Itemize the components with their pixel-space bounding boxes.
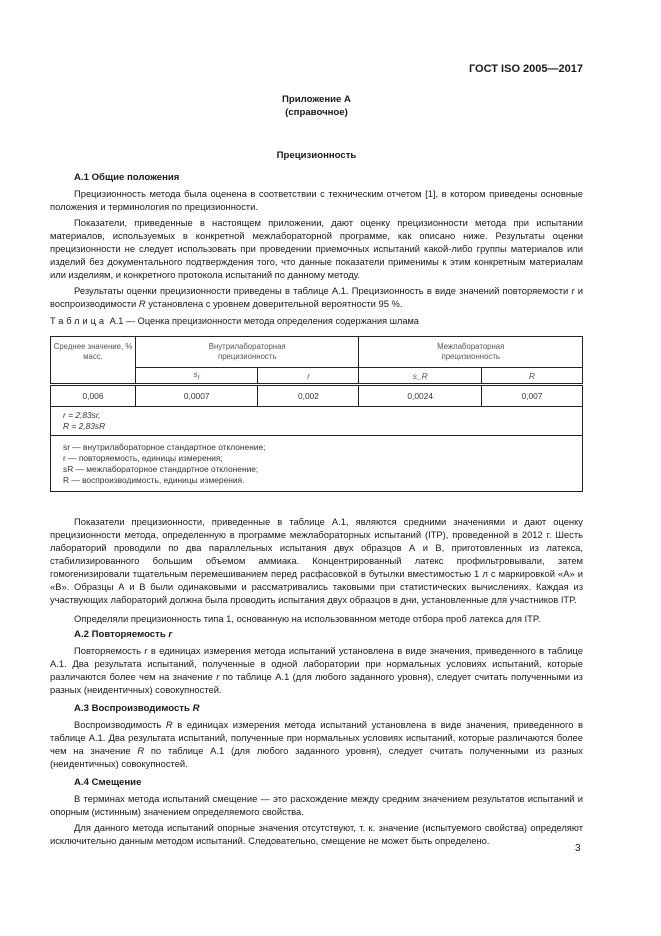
standard-designation: ГОСТ ISO 2005—2017 — [468, 63, 583, 75]
a1-heading: А.1 Общие положения — [74, 172, 180, 183]
a4-paragraph-1: В терминах метода испытаний смещение — это расхождение между средним значением результатов испытаний и опорным (истинным) значением определяемого свойства. — [50, 793, 583, 817]
label: Межлабораторная прецизионность — [437, 342, 505, 361]
text: по таблице А.1 (для любого заданного уровня), следует считать полученными из разных (неидентичных) совокупностей. — [50, 671, 583, 695]
symbol: R — [138, 298, 146, 309]
formula-row — [51, 407, 583, 436]
a3-heading — [74, 702, 583, 715]
sub-header-sR: s_R — [359, 368, 481, 385]
appendix-title-block — [50, 93, 583, 119]
caption-prefix: Таблица — [50, 316, 108, 326]
group-within-header — [136, 337, 359, 368]
text: А.3 Воспроизводимость — [74, 703, 193, 714]
a2-heading — [74, 628, 583, 641]
text: в единицах измерения метода испытаний установлена в виде значения, приведенного в таблице А.1. Два результата испытаний, полученные при нормальных условиях испытаний, которые различаются более чем на значение — [50, 719, 583, 756]
formula-2: R = 2,83sR — [63, 421, 106, 431]
text: Повторяемость — [74, 645, 145, 656]
itp-paragraph: Показатели прецизионности, приведенные в таблице А.1, являются средними значениями и дают оценку прецизионности метода, определенную в программе межлабораторных испытаний (ITP), проведенной в 2012 г. Шесть лабораторий проводили по два параллельных испытания двух образцов А и В, приготовленных из латекса, стабилизированного большим объемом аммиака. Концентрированный латекс профильтровывали, затем гомогенизировали тщательным перемешиванием перед расфасовкой в бутылки вместимостью 1 л с маркировкой «А» и «В». Образцы А и В были одинаковыми и рассматривались таковыми при статистических вычислениях. Каждая из участвующих лабораторий должна была проводить испытания двух образцов в дни, установленные для участников ITP. — [50, 516, 583, 605]
table-cell: 0,0007 — [136, 385, 258, 407]
symbol: R — [137, 745, 145, 756]
formula-1: r = 2,83sr, — [63, 410, 101, 420]
text: Результаты оценки прецизионности приведены в таблице А.1. Прецизионность в виде значений повторяемости — [74, 285, 572, 296]
notes-row — [51, 436, 583, 492]
note: sr — внутрилабораторное стандартное отклонение; — [63, 442, 266, 452]
text: установлена с уровнем доверительной вероятности 95 %. — [145, 298, 403, 309]
note: R — воспроизводимость, единицы измерения. — [63, 475, 245, 485]
text: Воспроизводимость — [74, 719, 166, 730]
text: по таблице А.1 (для любого заданного уровня), следует считать полученными из разных (неидентичных) совокупностей. — [50, 745, 583, 769]
label: Внутрилабораторная прецизионность — [208, 342, 286, 361]
appendix-subtitle: (справочное) — [285, 107, 348, 118]
symbol: R — [165, 719, 173, 730]
a1-paragraph-2: Показатели, приведенные в настоящем приложении, дают оценку прецизионности метода при испытании материалов, используемых в конкретной межлабораторной программе, как описано ниже. Результаты оценки прецизионности не следует использовать при проведении приемочных испытаний какой-либо группы материалов или изделий без документального подтверждения того, что данные показатели применимы к этим конкретным материалам или изделиям, и конкретного протокола испытаний по данному методу. — [50, 217, 583, 280]
a4-paragraph-2: Для данного метода испытаний опорные значения отсутствуют, т. к. значение (испытуемого свойства) определяют исключительно данным методом испытаний. Следовательно, смещение не может быть определено. — [50, 822, 583, 846]
body-text — [50, 515, 583, 850]
table-cell: 0,002 — [258, 385, 359, 407]
note: sR — межлабораторное стандартное отклонение; — [63, 464, 259, 474]
col-mean-header: Среднее значение, % масс. — [51, 337, 136, 385]
a1-paragraph-1: Прецизионность метода была оценена в соответствии с техническим отчетом [1], в котором приведены основные положения и терминология по прецизионности. — [50, 188, 583, 212]
a3-paragraph — [50, 718, 583, 770]
section-a1 — [50, 171, 583, 313]
page-number: 3 — [575, 843, 581, 854]
table-cell: 0,006 — [51, 385, 136, 407]
text: в единицах измерения метода испытаний установлена в виде значения, приведенного в таблице А.1. Два результата испытаний, полученные в одной лаборатории при нормальных условиях испытаний, которые различаются более чем на значение — [50, 645, 583, 682]
symbol: r — [168, 629, 173, 640]
a2-paragraph — [50, 644, 583, 696]
section-heading: Прецизионность — [276, 150, 357, 161]
sub-header-sr: $s_r$ — [136, 368, 258, 385]
appendix-title: Приложение А — [282, 94, 351, 105]
text: и воспроизводимости — [50, 285, 583, 309]
a4-heading: А.4 Смещение — [74, 777, 142, 788]
symbol: r — [571, 285, 575, 296]
caption-text: А.1 — Оценка прецизионности метода определения содержания шлама — [107, 316, 419, 326]
sub-header-R: R — [481, 368, 582, 385]
sub-header-r: r — [258, 368, 359, 385]
precision-table — [50, 336, 583, 492]
note: r — повторяемость, единицы измерения; — [63, 453, 223, 463]
symbol: r — [144, 645, 148, 656]
table-cell: 0,0024 — [359, 385, 481, 407]
table-caption — [50, 316, 583, 326]
symbol: r — [216, 671, 220, 682]
a1-paragraph-3 — [50, 284, 583, 310]
symbol: R — [192, 703, 200, 714]
group-between-header — [359, 337, 583, 368]
text: А.2 Повторяемость — [74, 629, 169, 640]
table-cell: 0,007 — [481, 385, 582, 407]
precision-type-paragraph: Определяли прецизионность типа 1, основанную на использованном методе отбора проб латекса для ITP. — [74, 613, 541, 624]
